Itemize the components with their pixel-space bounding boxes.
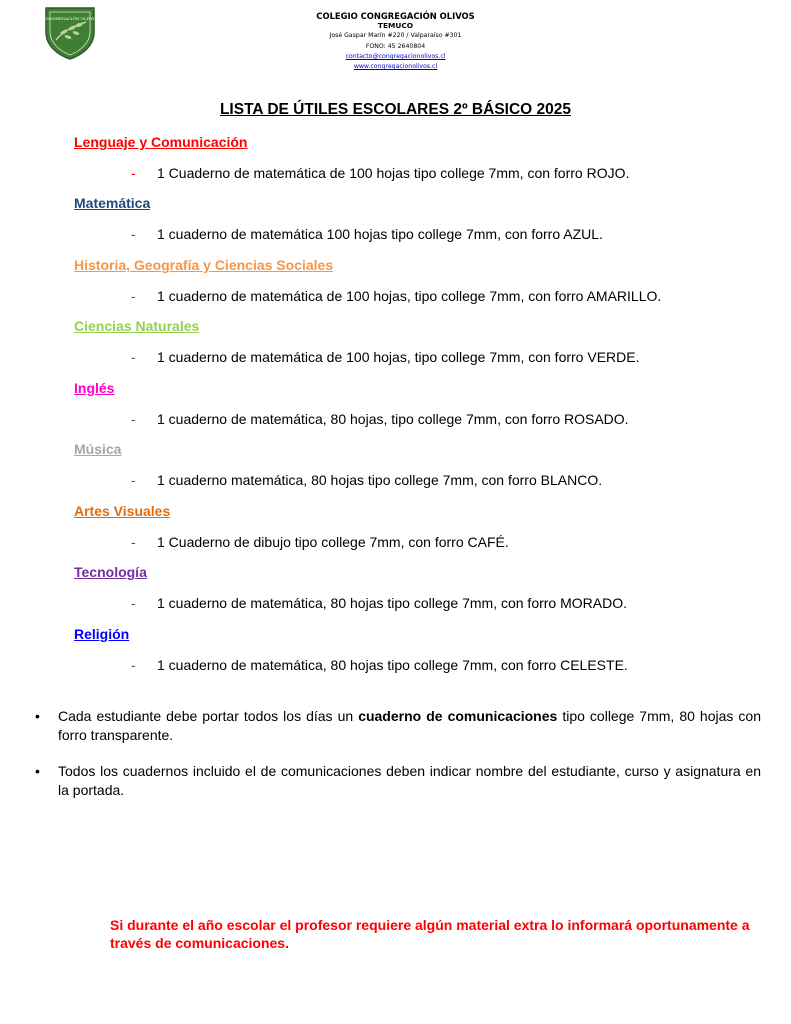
item-text: 1 cuaderno de matemática, 80 hojas, tipo college 7mm, con forro ROSADO. — [157, 411, 629, 427]
item-text: 1 cuaderno de matemática de 100 hojas, tipo college 7mm, con forro AMARILLO. — [157, 288, 662, 304]
subject-heading: Música — [74, 441, 122, 457]
footer-notice: Si durante el año escolar el profesor requiere algún material extra lo informará oportunamente a través de comunicaciones. — [110, 917, 750, 951]
dash-marker: - — [131, 657, 136, 673]
dash-marker: - — [131, 288, 136, 304]
subject-heading: Artes Visuales — [74, 503, 171, 519]
item-text: 1 Cuaderno de matemática de 100 hojas tipo college 7mm, con forro ROJO. — [157, 165, 630, 181]
list-item — [131, 595, 627, 611]
subject-heading: Matemática — [74, 195, 151, 211]
school-logo — [42, 6, 98, 60]
school-email-link[interactable]: contacto@congregacionolivos.cl — [345, 52, 446, 60]
school-name: COLEGIO CONGREGACIÓN OLIVOS — [316, 11, 475, 21]
note-text-part: Cada estudiante debe portar todos los días un — [58, 708, 359, 724]
dash-marker: - — [131, 226, 136, 242]
list-item — [131, 472, 602, 488]
subject-heading: Ciencias Naturales — [74, 318, 200, 334]
bullet-icon: • — [35, 763, 40, 779]
list-item — [131, 288, 661, 304]
item-text: 1 cuaderno de matemática, 80 hojas tipo college 7mm, con forro MORADO. — [157, 595, 627, 611]
dash-marker: - — [131, 534, 136, 550]
document-title: LISTA DE ÚTILES ESCOLARES 2º BÁSICO 2025 — [219, 101, 572, 118]
school-phone: FONO: 45 2640804 — [365, 42, 426, 50]
subject-heading: Historia, Geografía y Ciencias Sociales — [74, 257, 334, 273]
list-item — [131, 657, 628, 673]
dash-marker: - — [131, 349, 136, 365]
note-text: Todos los cuadernos incluido el de comunicaciones deben indicar nombre del estudiante, curso y asignatura en la portada. — [58, 763, 761, 798]
list-item — [131, 165, 629, 181]
logo-text: CONGREGACIÓN OLIVOS — [42, 16, 98, 21]
dash-marker: - — [131, 411, 136, 427]
subject-heading: Lenguaje y Comunicación — [74, 134, 248, 150]
dash-marker: - — [131, 472, 136, 488]
note-text-bold: cuaderno de comunicaciones — [358, 708, 558, 724]
item-text: 1 cuaderno de matemática, 80 hojas tipo college 7mm, con forro CELESTE. — [157, 657, 628, 673]
note-item — [35, 762, 761, 800]
note-text — [58, 707, 761, 745]
school-address: José Gaspar Marín #220 / Valparaíso #301 — [329, 32, 462, 40]
school-city: TEMUCO — [377, 21, 414, 31]
note-text-part: tipo college 7mm, 80 hojas con forro transparente. — [58, 708, 761, 743]
list-item — [131, 534, 509, 550]
bullet-icon: • — [35, 708, 40, 724]
item-text: 1 Cuaderno de dibujo tipo college 7mm, con forro CAFÉ. — [157, 534, 509, 550]
item-text: 1 cuaderno de matemática de 100 hojas, tipo college 7mm, con forro VERDE. — [157, 349, 640, 365]
item-text: 1 cuaderno de matemática 100 hojas tipo college 7mm, con forro AZUL. — [157, 226, 603, 242]
subject-heading: Tecnología — [74, 564, 147, 580]
school-website-link[interactable]: www.congregacionolivos.cl — [353, 63, 438, 71]
subject-heading: Religión — [74, 626, 130, 642]
list-item — [131, 226, 603, 242]
item-text: 1 cuaderno matemática, 80 hojas tipo college 7mm, con forro BLANCO. — [157, 472, 603, 488]
note-item — [35, 707, 761, 745]
list-item — [131, 349, 639, 365]
dash-marker: - — [131, 595, 136, 611]
subject-heading: Inglés — [74, 380, 115, 396]
school-header — [280, 11, 511, 72]
dash-marker: - — [131, 165, 136, 181]
list-item — [131, 411, 629, 427]
